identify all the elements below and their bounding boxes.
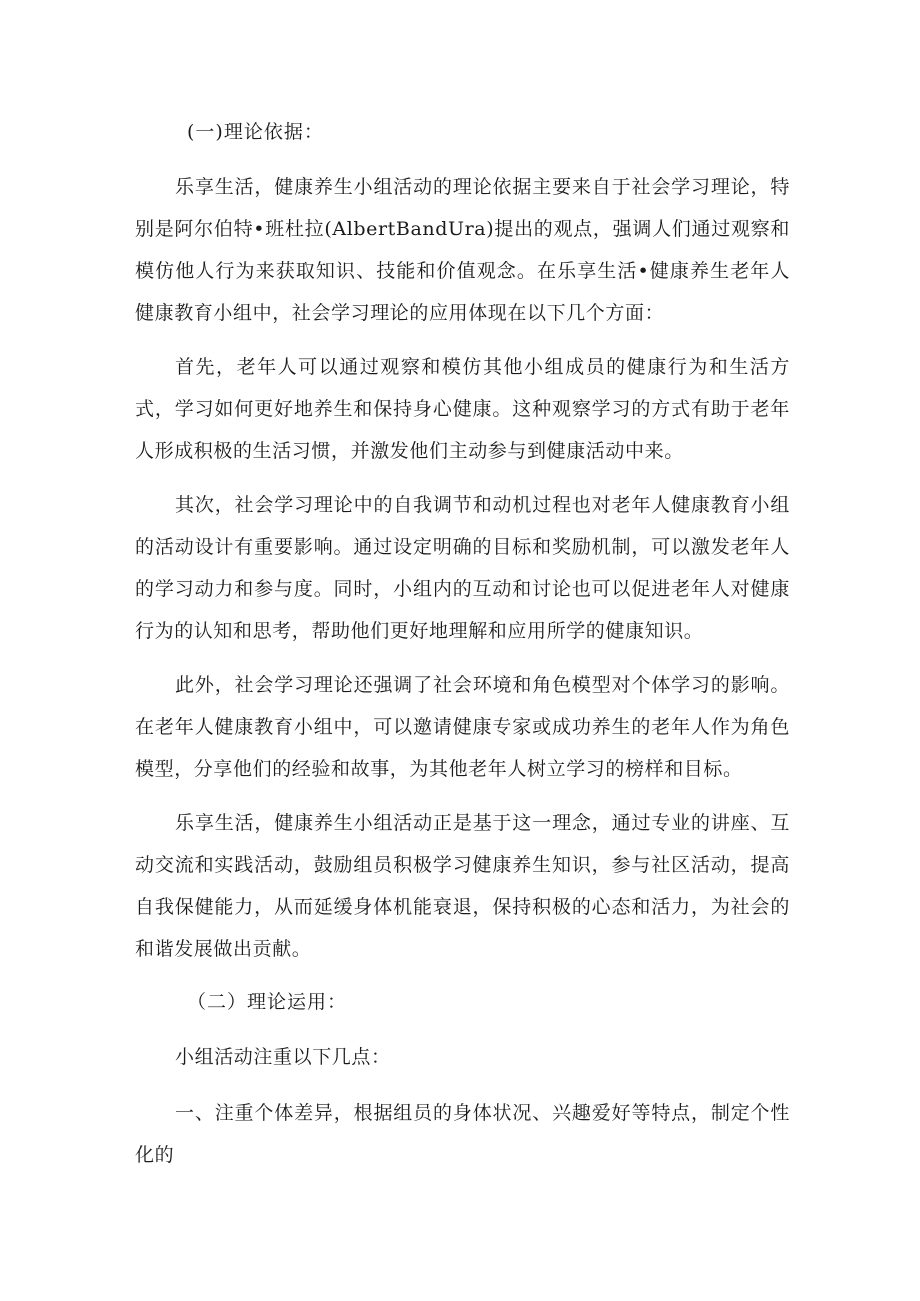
paragraph-second-point: 其次，社会学习理论中的自我调节和动机过程也对老年人健康教育小组的活动设计有重要影响。通过设定明确的目标和奖励机制，可以激发老年人的学习动力和参与度。同时，小组内的互动和讨论也可以促进老年人对健康行为的认知和思考，帮助他们更好地理解和应用所学的健康知识。 (135, 494, 790, 642)
document-body (135, 112, 790, 1176)
paragraph-additional-point: 此外，社会学习理论还强调了社会环境和角色模型对个体学习的影响。在老年人健康教育小组中，可以邀请健康专家或成功养生的老年人作为角色模型，分享他们的经验和故事，为其他老年人树立学习的榜样和目标。 (135, 674, 790, 780)
paragraph-conclusion: 乐享生活，健康养生小组活动正是基于这一理念，通过专业的讲座、互动交流和实践活动，鼓励组员积极学习健康养生知识，参与社区活动，提高自我保健能力，从而延缓身体机能衰退，保持积极的心态和活力，为社会的和谐发展做出贡献。 (135, 812, 790, 960)
section-heading-theory-application: （二）理论运用： (187, 991, 348, 1013)
section-heading-theory-basis: (一)理论依据： (187, 121, 324, 143)
paragraph-first-point: 首先，老年人可以通过观察和模仿其他小组成员的健康行为和生活方式，学习如何更好地养生和保持身心健康。这种观察学习的方式有助于老年人形成积极的生活习惯，并激发他们主动参与到健康活动中来。 (135, 356, 790, 462)
paragraph-social-learning-intro: 乐享生活，健康养生小组活动的理论依据主要来自于社会学习理论，特别是阿尔伯特•班杜拉(AlbertBandUra)提出的观点，强调人们通过观察和模仿他人行为来获取知识、技能和价值观念。在乐享生活•健康养生老年人健康教育小组中，社会学习理论的应用体现在以下几个方面： (135, 176, 790, 324)
paragraph-point-one: 一、注重个体差异，根据组员的身体状况、兴趣爱好等特点，制定个性化的 (135, 1102, 790, 1166)
paragraph-key-points-intro: 小组活动注重以下几点： (175, 1046, 391, 1068)
